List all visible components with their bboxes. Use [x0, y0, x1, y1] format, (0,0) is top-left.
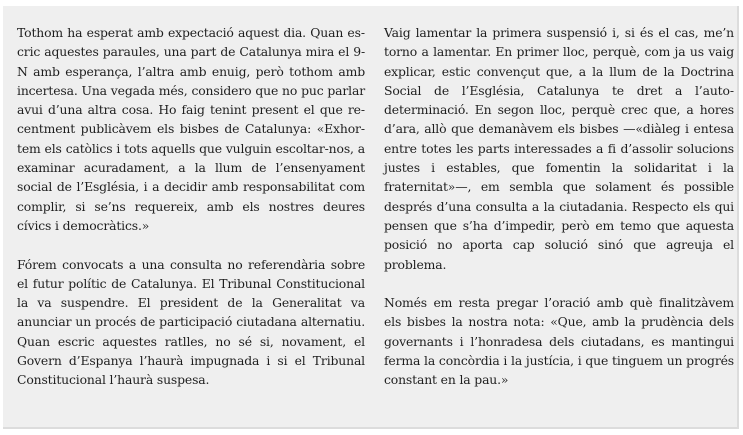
- paragraph: Tothom ha esperat amb expectació aquest dia. Quan escric aquestes paraules, una part de Catalunya mira el 9-N amb esperança, l’altra amb enuig, però tothom amb incertesa. Una vegada més, considero que no puc parlar avui d’una altra cosa. Ho faig tenint present el que recentment publicàvem els bisbes de Catalunya: «Exhortem els catòlics i tots aquells que vulguin escoltar-nos, a examinar acuradament, a la llum de l’ensenyament social de l’Església, i a decidir amb responsabilitat com complir, si se’ns requereix, amb els nostres deures cívics i democràtics.»: [17, 25, 365, 233]
- paragraph: Vaig lamentar la primera suspensió i, si és el cas, me’n torno a lamentar. En primer lloc, perquè, com ja us vaig explicar, estic convençut que, a la llum de la Doctrina Social de l’Església, Catalunya te dret a l’autodeterminació. En segon lloc, perquè crec que, a hores d’ara, allò que demanàvem els bisbes —«diàleg i entesa entre totes les parts interessades a fi d’assolir solucions justes i estables, que fomentin la solidaritat i la fraternitat»—, em sembla que solament és possible després d’una consulta a la ciutadania. Respecto els qui pensen que s’ha d’impedir, però em temo que aquesta posició no aporta cap solució sinó que agreuja el problema.: [384, 25, 734, 272]
- right-column: [384, 23, 734, 390]
- article-box: [3, 6, 739, 429]
- paragraph: Fórem convocats a una consulta no referendària sobre el futur polític de Catalunya. El Tribunal Constitucional la va suspendre. El president de la Generalitat va anunciar un procés de participació ciutadana alternatiu. Quan escric aquestes ratlles, no sé si, novament, el Govern d’Espanya l’haurà impugnada i si el Tribunal Constitucional l’haurà suspesa.: [17, 256, 365, 388]
- paragraph: Només em resta pregar l’oració amb què finalitzàvem els bisbes la nostra nota: «Que, amb la prudència dels governants i l’honradesa dels ciutadans, es mantingui ferma la concòrdia i la justícia, i que tinguem un progrés constant en la pau.»: [384, 295, 734, 388]
- left-column: [17, 23, 365, 390]
